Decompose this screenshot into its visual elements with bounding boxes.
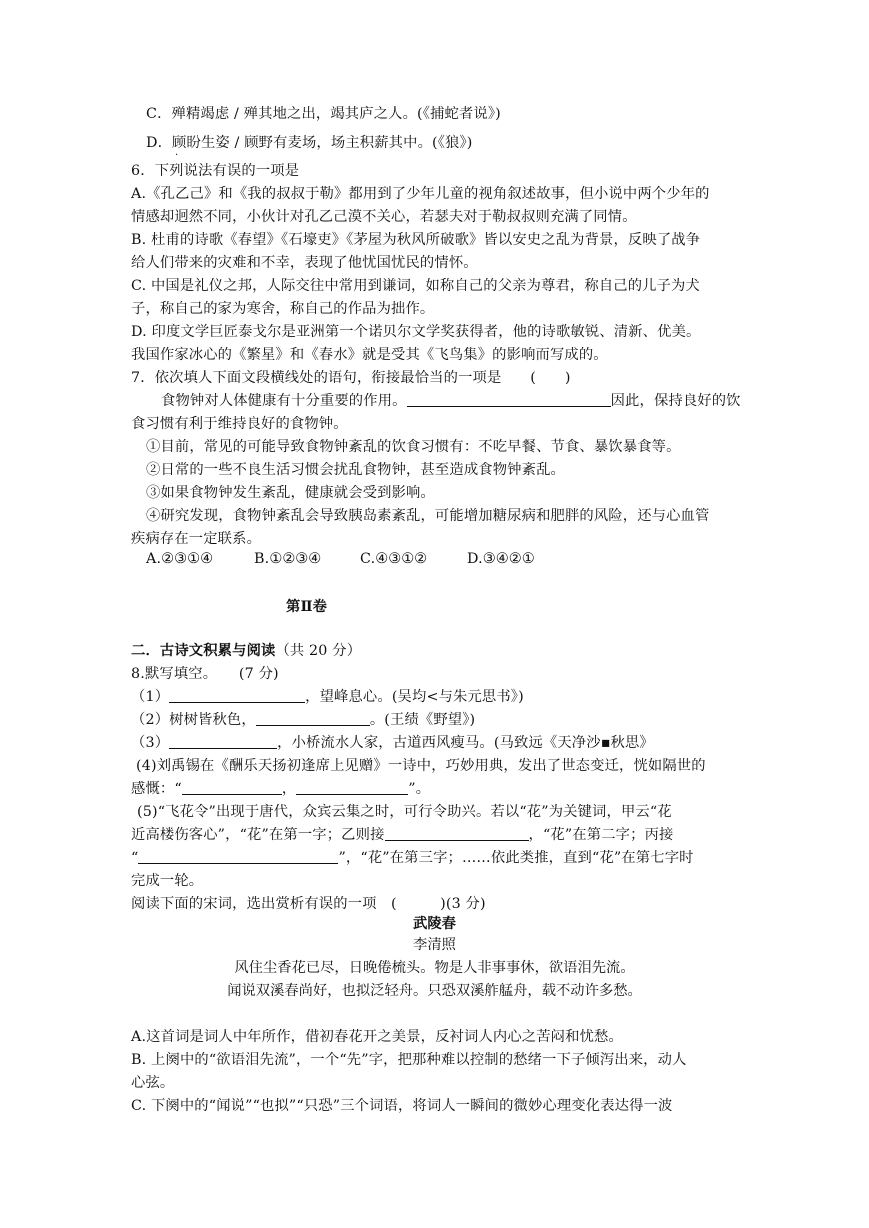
q8-item-5-text-c: “: [131, 850, 139, 866]
q8-item-5-line1: (5)“飞花令”出现于唐代，众宾云集之时，可行令助兴。若以“花”为关键词，甲云“花: [137, 804, 672, 820]
q9-option-c-line1: C. 下阕中的“闻说”“也拟”“只恐”三个词语，将词人一瞬间的微妙心理变化表达得一波: [131, 1098, 673, 1114]
q8-item-5-line3: [131, 848, 694, 868]
q8-item-2: [131, 710, 475, 730]
q8-item-4-blank-1[interactable]: [182, 780, 282, 795]
q8-item-5-text-d: ”，“花”在第三字；……依此类推，直到“花”在第七字时: [338, 850, 694, 866]
q8-item-2-text-a: （2）树树皆秋色，: [131, 712, 256, 728]
q8-item-4-text-b: ，: [281, 781, 297, 797]
q5-option-d: D．顾盼生姿 / 顾野有麦场，场主积薪其中。(《狼》): [146, 135, 473, 151]
q7-sentence-4-line1: ④研究发现，食物钟紊乱会导致胰岛素紊乱，可能增加糖尿病和肥胖的风险，还与心血管: [146, 508, 710, 524]
poem-line-1: 风住尘香花已尽，日晚倦梳头。物是人非事事休，欲语泪先流。: [234, 960, 635, 976]
q7-option-b: B.①②③④: [254, 551, 322, 567]
q6-option-a-line1: A.《孔乙己》和《我的叔叔于勒》都用到了少年儿童的视角叙述故事，但小说中两个少年的: [131, 186, 710, 202]
q7-sentence-2: ②日常的一些不良生活习惯会扰乱食物钟，甚至造成食物钟紊乱。: [146, 462, 565, 478]
q8-item-3-label: （3）: [131, 735, 170, 751]
q8-item-4-text-a: 感慨：“: [131, 781, 182, 797]
section-title: 第Ⅱ卷: [286, 599, 328, 615]
q6-option-a-line2: 情感却迥然不同，小伙计对孔乙己漠不关心，若瑟夫对于勒叔叔则充满了同情。: [131, 209, 637, 225]
emphasis-dot: ·: [175, 150, 179, 161]
q7-sentence-4-line2: 疾病存在一定联系。: [131, 531, 262, 547]
q8-item-3: [131, 733, 654, 753]
q8-item-4-blank-2[interactable]: [296, 780, 408, 795]
q6-option-d-line1: D. 印度文学巨匠泰戈尔是亚洲第一个诺贝尔文学奖获得者，他的诗歌敏锐、清新、优美。: [131, 324, 701, 340]
q9-stem: 阅读下面的宋词，选出赏析有误的一项 ( )(3 分): [131, 896, 486, 912]
section-heading-bold: 二．古诗文积累与阅读: [131, 643, 276, 659]
q7-passage-line1: [161, 391, 741, 411]
q7-passage-text-b: 因此，保持良好的饮: [610, 393, 741, 409]
section-heading-score: （共 20 分）: [275, 643, 362, 659]
q8-item-5-blank-1[interactable]: [385, 826, 529, 841]
q8-item-5-blank-2[interactable]: [138, 849, 338, 864]
q6-stem: 6．下列说法有误的一项是: [131, 163, 300, 179]
q8-item-2-blank[interactable]: [256, 711, 370, 726]
q8-item-4-line1: (4)刘禹锡在《酬乐天扬初逢席上见赠》一诗中，巧妙用典，发出了世态变迁，恍如隔世的: [136, 758, 706, 774]
q9-option-a: A.这首词是词人中年所作，借初春花开之美景，反衬词人内心之苦闷和忧愁。: [131, 1029, 623, 1045]
q8-item-5-line4: 完成一轮。: [131, 873, 204, 889]
q7-passage-text-a: 食物钟对人体健康有十分重要的作用。: [161, 393, 407, 409]
q6-option-c-line1: C. 中国是礼仪之邦，人际交往中常用到谦词，如称自己的父亲为尊君，称自己的儿子为犬: [131, 278, 700, 294]
q8-item-1-text: ，望峰息心。(吴均<与朱元思书》): [305, 689, 524, 705]
q9-option-b-line2: 心弦。: [131, 1075, 175, 1091]
q7-answer-blank[interactable]: [407, 392, 611, 407]
q7-stem: 7．依次填人下面文段横线处的语句，衔接最恰当的一项是 ( ): [131, 370, 571, 386]
q8-item-4-line2: [131, 779, 430, 799]
q7-sentence-3: ③如果食物钟发生紊乱，健康就会受到影响。: [146, 485, 435, 501]
poem-title: 武陵春: [413, 916, 456, 932]
q9-option-b-line1: B. 上阕中的“欲语泪先流”，一个“先”字，把那种难以控制的愁绪一下子倾泻出来，动人: [131, 1052, 687, 1068]
section-heading: [131, 641, 361, 661]
q6-option-d-line2: 我国作家冰心的《繁星》和《春水》就是受其《飞鸟集》的影响而写成的。: [131, 347, 608, 363]
q5-option-c: C．殚精竭虑 / 殚其地之出，竭其庐之人。(《捕蛇者说》): [146, 106, 501, 122]
q8-item-5-text-a: 近高楼伤客心”，“花”在第一字；乙则接: [131, 827, 385, 843]
poem-author: 李清照: [413, 937, 456, 953]
q8-item-3-text: ，小桥流水人家，古道西风瘦马。(马致远《天净沙▪秋思》: [277, 735, 654, 751]
q8-item-3-blank[interactable]: [169, 734, 277, 749]
q6-option-b-line1: B. 杜甫的诗歌《春望》《石壕吏》《茅屋为秋风所破歌》皆以安史之乱为背景，反映了战争: [131, 232, 701, 248]
q7-option-d: D.③④②①: [467, 551, 535, 567]
q8-stem: 8.默写填空。 (7 分): [131, 666, 279, 682]
q8-item-4-text-c: ”。: [408, 781, 431, 797]
q8-item-5-text-b: ，“花”在第二字；丙接: [528, 827, 674, 843]
q7-sentence-1: ①目前，常见的可能导致食物钟紊乱的饮食习惯有：不吃早餐、节食、暴饮暴食等。: [146, 439, 681, 455]
q8-item-1-blank[interactable]: [169, 688, 305, 703]
q6-option-b-line2: 给人们带来的灾难和不幸，表现了他忧国忧民的情怀。: [131, 255, 478, 271]
q8-item-2-text-b: 。(王绩《野望》): [369, 712, 476, 728]
q7-passage-line2: 食习惯有利于维持良好的食物钟。: [131, 416, 348, 432]
q7-option-c: C.④③①②: [360, 551, 428, 567]
q6-option-c-line2: 子，称自己的家为寒舍，称自己的作品为拙作。: [131, 301, 435, 317]
q8-item-5-line2: [131, 825, 673, 845]
q8-item-1: [131, 687, 524, 707]
q7-option-a: A.②③①④: [146, 551, 214, 567]
poem-line-2: 闻说双溪春尚好，也拟泛轻舟。只恐双溪舴艋舟，载不动许多愁。: [227, 983, 642, 999]
q8-item-1-label: （1）: [131, 689, 170, 705]
